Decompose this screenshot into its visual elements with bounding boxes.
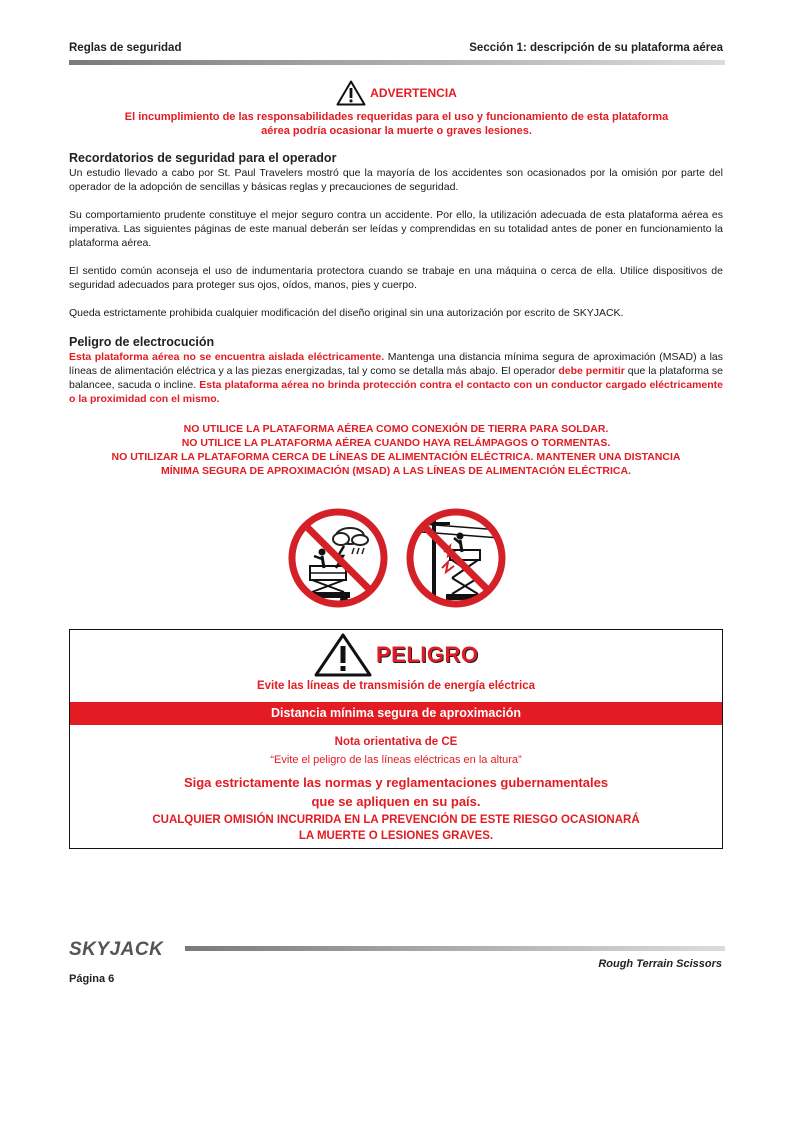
danger-consequence-line: CUALQUIER OMISIÓN INCURRIDA EN LA PREVENCIÓN DE ESTE RIESGO OCASIONARÁ — [152, 814, 640, 826]
footer-rule — [185, 946, 725, 951]
caps-warning-line: NO UTILIZAR LA PLATAFORMA CERCA DE LÍNEAS DE ALIMENTACIÓN ELÉCTRICA. MANTENER UNA DISTANCIA — [111, 451, 681, 463]
paragraph: Su comportamiento prudente constituye el mejor seguro contra un accidente. Por ello, la utilización adecuada de esta plataforma aérea es imperativa. Las siguientes páginas de este manual deberán ser leídas y comprendidas en su totalidad antes de poner en funcionamiento la plataforma aérea. — [69, 209, 723, 249]
electrocution-text: Mantenga una distancia mínima segura de aproximación (MSAD) a las líneas de alimentación eléctrica y a las piezas energizadas, tal y como se detalla más abajo. El operador — [69, 351, 724, 377]
electrocution-red-text: Esta plataforma aérea no brinda protección contra el contacto con un conductor cargado eléctricamente o la proximidad con el mismo. — [69, 379, 723, 405]
caps-warning-line: NO UTILICE LA PLATAFORMA AÉREA CUANDO HAYA RELÁMPAGOS O TORMENTAS. — [181, 437, 611, 449]
electrocution-red-text: debe permitir — [558, 365, 625, 377]
operator-reminders-heading: Recordatorios de seguridad para el operador — [69, 151, 337, 165]
electrocution-red-text: Esta plataforma aérea no se encuentra aislada eléctricamente. — [69, 351, 385, 363]
header-chapter-title: Sección 1: descripción de su plataforma aérea — [469, 42, 723, 54]
danger-quote: “Evite el peligro de las líneas eléctricas en la altura” — [270, 754, 522, 766]
caps-warnings — [69, 422, 723, 478]
warning-triangle-icon — [336, 80, 366, 106]
header-section-title: Reglas de seguridad — [69, 42, 182, 54]
electrocution-paragraph — [69, 350, 723, 406]
danger-instructions — [70, 773, 722, 811]
paragraph: Queda estrictamente prohibida cualquier modificación del diseño original sin una autorización por escrito de SKYJACK. — [69, 307, 624, 319]
skyjack-logo-text: SKYJACK — [69, 939, 164, 960]
danger-instructions-line: que se apliquen en su país. — [311, 794, 481, 809]
skyjack-logo — [69, 936, 185, 962]
warning-message — [90, 110, 703, 138]
paragraph: Un estudio llevado a cabo por St. Paul Travelers mostró que la mayoría de los accidentes son ocasionados por la omisión por parte del operador de la adopción de sencillas y básicas reglas y precauciones de seguridad. — [69, 167, 723, 193]
danger-instructions-line: Siga estrictamente las normas y reglamentaciones gubernamentales — [183, 775, 609, 790]
warning-heading — [0, 80, 793, 111]
no-power-line-proximity-icon — [404, 506, 508, 610]
caps-warning-line: NO UTILICE LA PLATAFORMA AÉREA COMO CONEXIÓN DE TIERRA PARA SOLDAR. — [183, 423, 609, 435]
footer-product: Rough Terrain Scissors — [598, 958, 722, 970]
danger-box — [69, 629, 723, 849]
header-rule — [69, 60, 725, 65]
danger-triangle-icon — [314, 633, 372, 677]
warning-message-line: aérea podría ocasionar la muerte o graves lesiones. — [261, 125, 532, 137]
danger-note-title: Nota orientativa de CE — [334, 736, 458, 748]
electrocution-text: que la plataforma se balancee, sacuda o incline. — [69, 365, 723, 391]
danger-consequence — [70, 812, 722, 844]
danger-subtitle: Evite las líneas de transmisión de energía eléctrica — [256, 680, 536, 692]
danger-title: PELIGRO — [375, 642, 479, 667]
footer-page-number: Página 6 — [69, 973, 115, 985]
danger-band: Distancia mínima segura de aproximación — [70, 702, 722, 725]
paragraph: El sentido común aconseja el uso de indumentaria protectora cuando se trabaje en una máquina o cerca de ella. Utilice dispositivos de seguridad adecuados para proteger sus ojos, oídos, manos, pies y cuerpo. — [69, 265, 723, 291]
electrocution-heading: Peligro de electrocución — [69, 335, 215, 349]
danger-consequence-line: LA MUERTE O LESIONES GRAVES. — [298, 830, 494, 842]
warning-title: ADVERTENCIA — [370, 86, 457, 100]
warning-message-line: El incumplimiento de las responsabilidades requeridas para el uso y funcionamiento de esta plataforma — [124, 111, 669, 123]
caps-warning-line: MÍNIMA SEGURA DE APROXIMACIÓN (MSAD) A LAS LÍNEAS DE ALIMENTACIÓN ELÉCTRICA. — [161, 465, 631, 477]
danger-heading — [70, 633, 722, 677]
no-lightning-operation-icon — [286, 506, 390, 610]
